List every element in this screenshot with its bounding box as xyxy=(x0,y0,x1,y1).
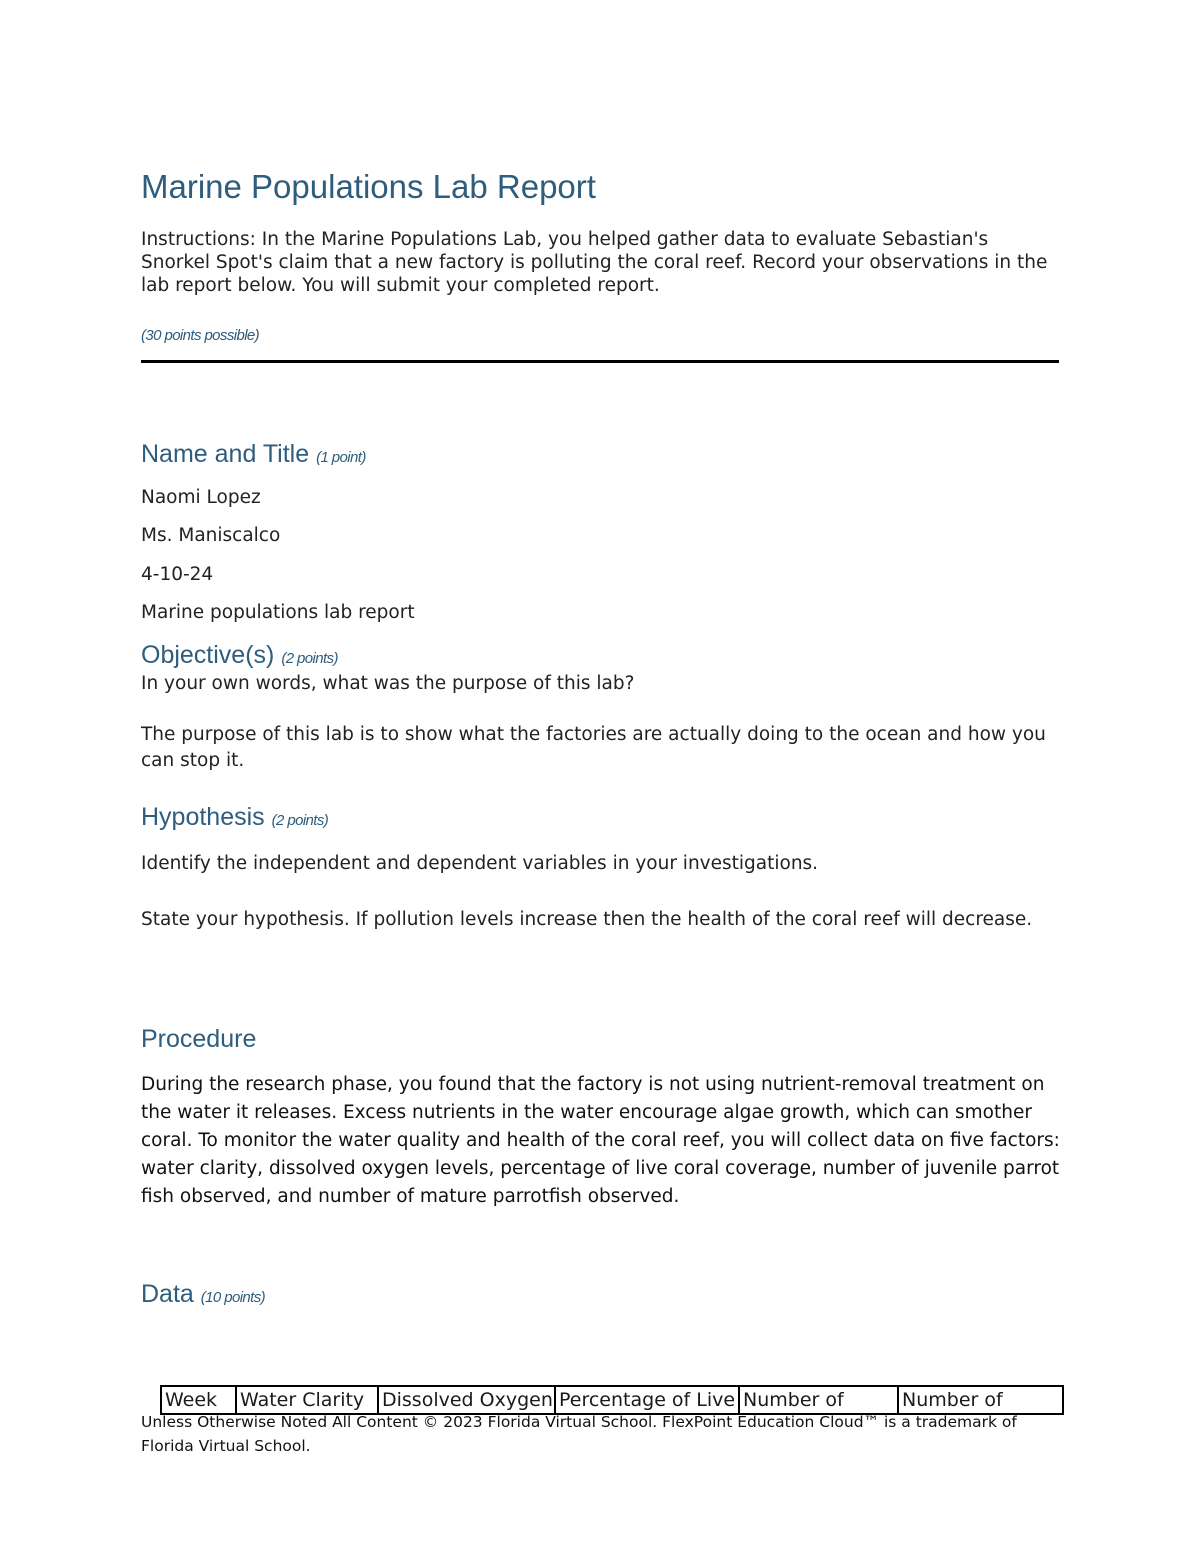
procedure-heading xyxy=(141,1025,256,1054)
objective-answer: The purpose of this lab is to show what the factories are actually doing to the ocean and how you can stop it. xyxy=(141,724,1046,771)
hypothesis-statement: State your hypothesis. If pollution levels increase then the health of the coral reef will decrease. xyxy=(141,909,1033,930)
table-header-cell: Week xyxy=(161,1386,236,1414)
objective-heading xyxy=(141,641,338,670)
section-heading-text: Name and Title xyxy=(141,440,310,468)
section-heading-text: Objective(s) xyxy=(141,641,275,669)
table-header-cell: Dissolved Oxygen xyxy=(378,1386,555,1414)
table-header-cell: Water Clarity xyxy=(236,1386,378,1414)
report-title: Marine populations lab report xyxy=(141,602,415,623)
horizontal-rule xyxy=(141,360,1059,363)
data-heading xyxy=(141,1280,265,1309)
points-possible-note: (30 points possible) xyxy=(141,327,260,344)
section-heading-text: Hypothesis xyxy=(141,803,265,831)
section-points: (2 points) xyxy=(281,650,338,667)
page-title: Marine Populations Lab Report xyxy=(141,168,596,205)
table-header-cell: Percentage of Live xyxy=(555,1386,739,1414)
student-name: Naomi Lopez xyxy=(141,487,261,508)
name-title-heading xyxy=(141,440,366,469)
section-heading-text: Procedure xyxy=(141,1025,257,1053)
procedure-text: During the research phase, you found that the factory is not using nutrient-removal treatment on the water it releases. Excess nutrients in the water encourage algae growth, which can smother coral. To monitor the water quality and health of the coral reef, you will collect data on five factors: water clarity, dissolved oxygen levels, percentage of live coral coverage, number of juvenile parrot fish observed, and number of mature parrotfish observed. xyxy=(141,1074,1060,1207)
hypothesis-prompt: Identify the independent and dependent variables in your investigations. xyxy=(141,853,819,874)
section-points: (2 points) xyxy=(271,812,329,829)
report-date: 4-10-24 xyxy=(141,564,214,585)
section-points: (1 point) xyxy=(316,449,366,466)
table-header-cell: Number of xyxy=(739,1386,898,1414)
hypothesis-heading xyxy=(141,803,328,832)
page-footer: Unless Otherwise Noted All Content © 2023 Florida Virtual School. FlexPoint Education Cloud™ is a trademark of Florida Virtual School. xyxy=(141,1413,1017,1455)
section-points: (10 points) xyxy=(200,1289,266,1306)
section-heading-text: Data xyxy=(141,1280,194,1308)
teacher-name: Ms. Maniscalco xyxy=(141,525,281,546)
objective-prompt: In your own words, what was the purpose of this lab? xyxy=(141,673,635,694)
instructions-text: Instructions: In the Marine Populations Lab, you helped gather data to evaluate Sebastian's Snorkel Spot's claim that a new factory is polluting the coral reef. Record your observations in the lab report below. You will submit your completed report. xyxy=(141,229,1048,296)
table-header-cell: Number of xyxy=(898,1386,1063,1414)
